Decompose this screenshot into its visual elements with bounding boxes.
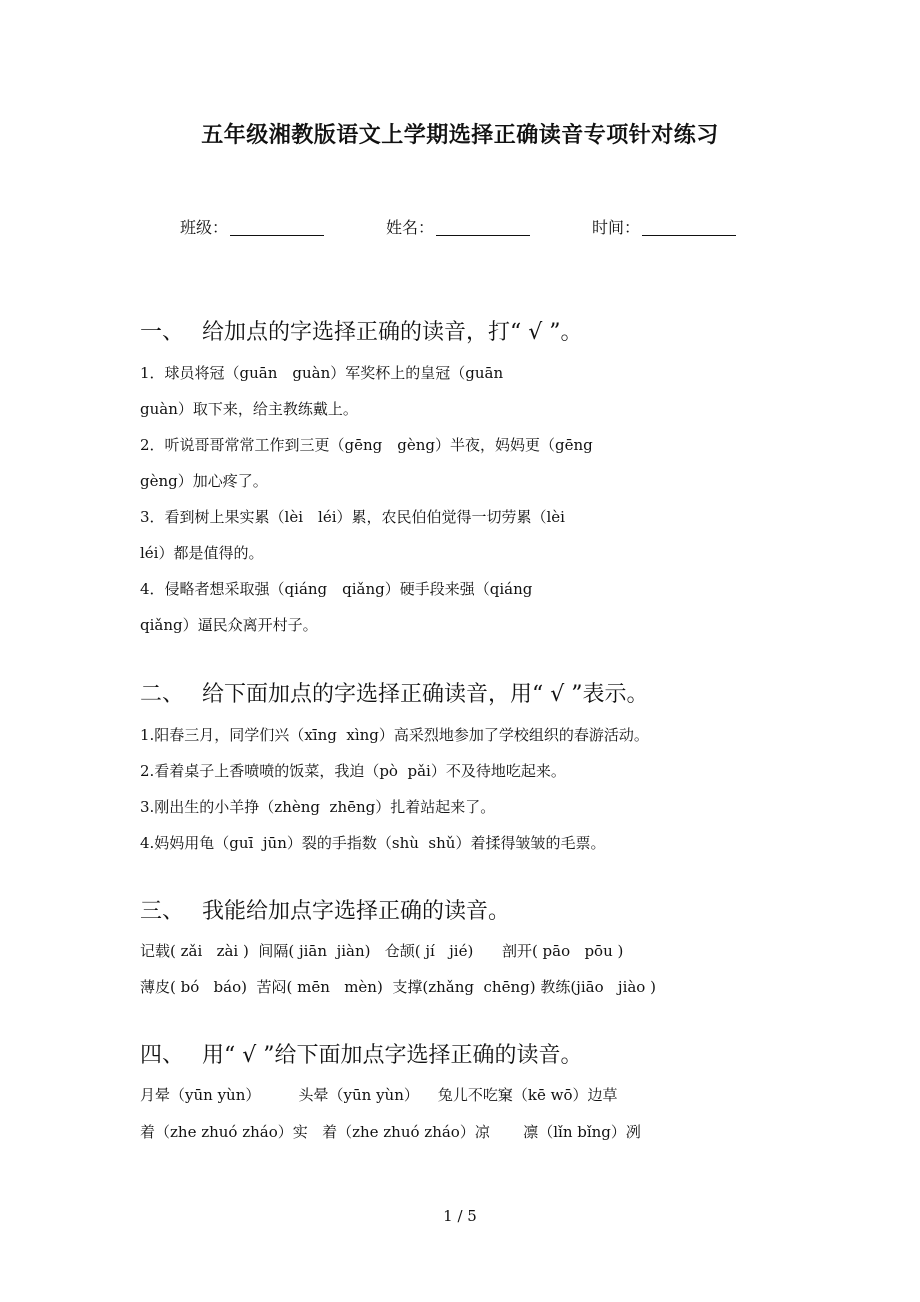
- time-label: 时间：: [592, 218, 641, 237]
- name-blank[interactable]: [436, 219, 530, 236]
- section-2-line: 3.刚出生的小羊挣（zhèng zhēng）扎着站起来了。: [140, 798, 496, 816]
- section-1-heading: [140, 315, 583, 346]
- section-1-line: 2．听说哥哥常常工作到三更（gēng gèng）半夜，妈妈更（gēng: [140, 436, 593, 454]
- section-1-line: gèng）加心疼了。: [140, 472, 268, 490]
- page-title: 五年级湘教版语文上学期选择正确读音专项针对练习: [201, 122, 719, 148]
- section-3-heading: [140, 894, 510, 925]
- section-4-title: 用“ √ ”给下面加点字选择正确的读音。: [202, 1043, 583, 1068]
- section-2-heading: [140, 677, 649, 708]
- section-2-line: 2.看着桌子上香喷喷的饭菜，我迫（pò pǎi）不及待地吃起来。: [140, 762, 566, 780]
- section-4-line: 着（zhe zhuó zháo）实 着（zhe zhuó zháo）凉 凛（lǐn bǐng）冽: [140, 1123, 641, 1141]
- section-1-line: 1．球员将冠（guān guàn）军奖杯上的皇冠（guān: [140, 364, 504, 382]
- section-1-number: 一、: [140, 320, 185, 345]
- section-2-line: 4.妈妈用龟（guī jūn）裂的手指数（shù shǔ）着揉得皱皱的毛票。: [140, 834, 606, 852]
- class-blank[interactable]: [230, 219, 324, 236]
- section-4-line: 月晕（yūn yùn） 头晕（yūn yùn） 兔儿不吃窠（kē wō）边草: [140, 1086, 618, 1104]
- time-field: [592, 215, 736, 238]
- time-blank[interactable]: [642, 219, 736, 236]
- section-2-title: 给下面加点的字选择正确读音，用“ √ ”表示。: [202, 682, 649, 707]
- page-number: 1 / 5: [443, 1207, 477, 1225]
- section-4-number: 四、: [140, 1043, 185, 1068]
- section-2-line: 1.阳春三月，同学们兴（xīng xìng）高采烈地参加了学校组织的春游活动。: [140, 726, 649, 744]
- section-1-line: guàn）取下来，给主教练戴上。: [140, 400, 358, 418]
- section-1-line: qiǎng）逼民众离开村子。: [140, 616, 318, 634]
- name-label: 姓名：: [386, 218, 435, 237]
- name-field: [386, 215, 530, 238]
- section-1-line: 3．看到树上果实累（lèi léi）累，农民伯伯觉得一切劳累（lèi: [140, 508, 565, 526]
- section-3-title: 我能给加点字选择正确的读音。: [202, 899, 511, 924]
- section-4-heading: [140, 1038, 583, 1069]
- section-1-line: 4．侵略者想采取强（qiáng qiǎng）硬手段来强（qiáng: [140, 580, 533, 598]
- section-1-line: léi）都是值得的。: [140, 544, 264, 562]
- class-field: [180, 215, 324, 238]
- class-label: 班级：: [180, 218, 229, 237]
- section-2-number: 二、: [140, 682, 185, 707]
- section-3-line: 记载( zǎi zài ) 间隔( jiān jiàn) 仓颉( jí jié) 剖开( pāo pōu ): [140, 942, 624, 960]
- section-3-number: 三、: [140, 899, 185, 924]
- section-1-title: 给加点的字选择正确的读音，打“ √ ”。: [202, 320, 583, 345]
- section-3-line: 薄皮( bó báo) 苦闷( mēn mèn) 支撑(zhǎng chēng) 教练(jiāo jiào ): [140, 978, 656, 996]
